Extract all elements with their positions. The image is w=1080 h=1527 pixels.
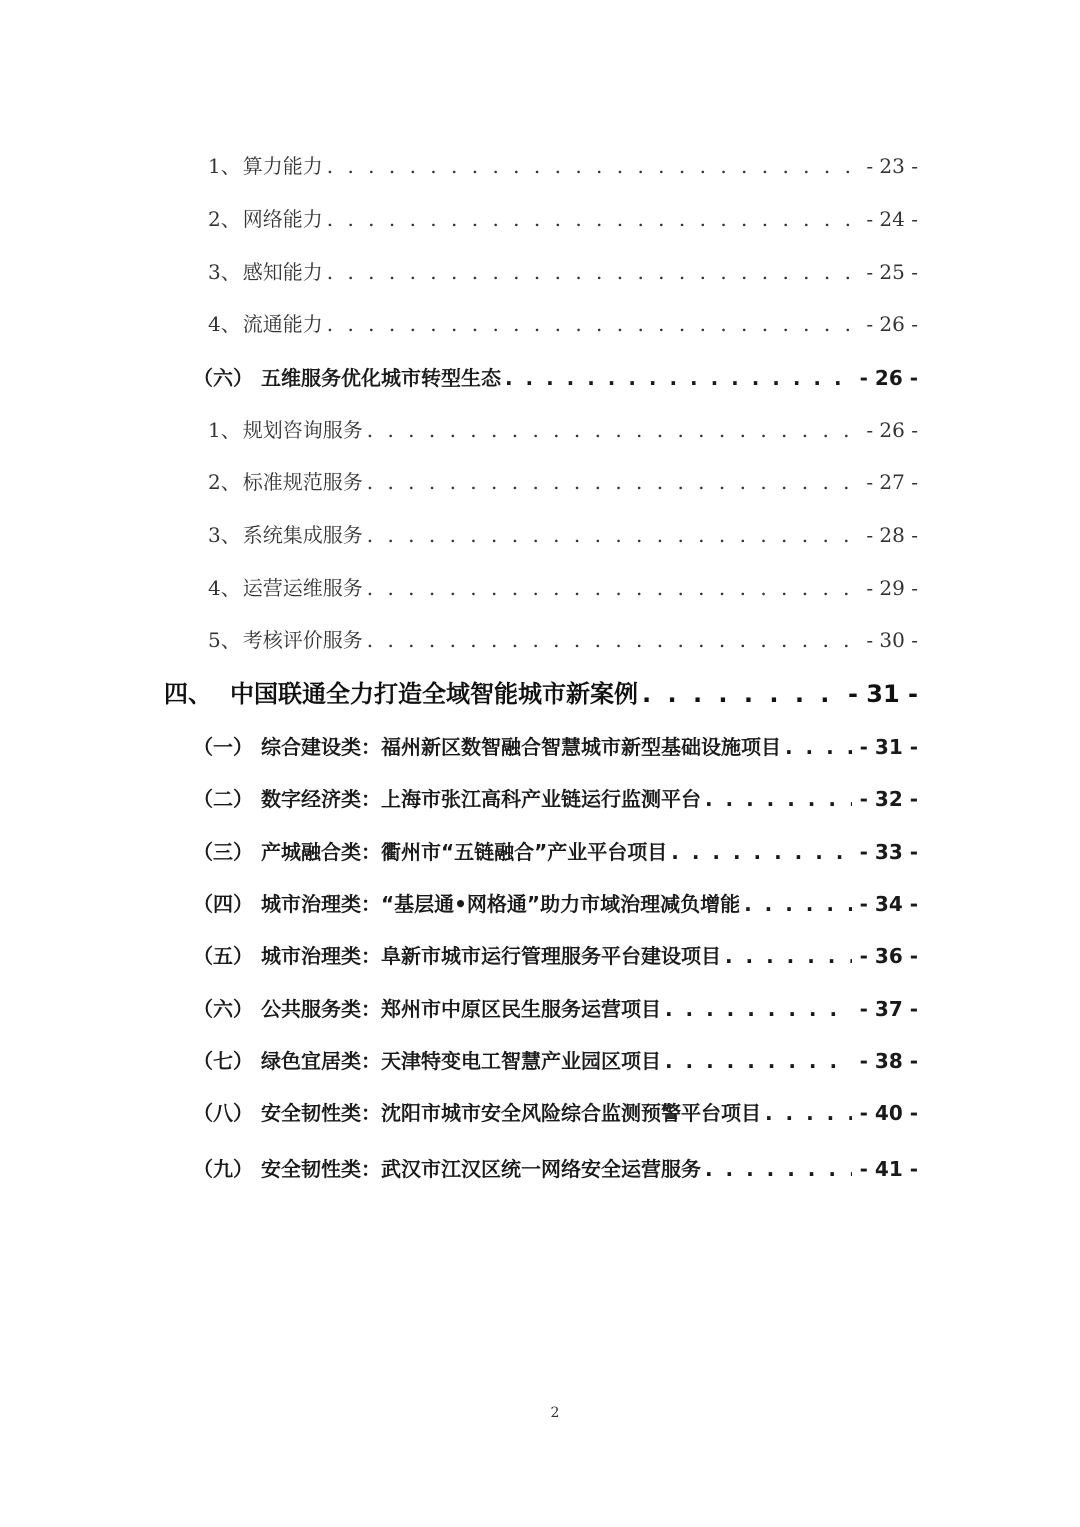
toc-entry-page: - 24 - [866, 207, 918, 231]
toc-entry-number: 4、 [208, 576, 241, 600]
toc-dot-leader [725, 944, 852, 968]
toc-entry-number: （八） [193, 1101, 253, 1125]
toc-entry-number: 1、 [208, 154, 241, 178]
toc-entry-page: - 30 - [866, 628, 918, 652]
toc-dot-leader [705, 1157, 852, 1181]
toc-dot-leader [705, 787, 852, 811]
toc-case-five[interactable] [193, 940, 918, 969]
toc-dot-leader [367, 470, 859, 494]
toc-dot-leader [327, 312, 859, 336]
toc-entry-title: 感知能力 [242, 260, 323, 284]
toc-dot-leader [327, 260, 859, 284]
toc-entry-number: （六） [193, 366, 253, 390]
toc-dot-leader [744, 892, 852, 916]
toc-entry-number: （三） [193, 840, 253, 864]
toc-entry-page: - 25 - [866, 260, 918, 284]
toc-dot-leader [785, 735, 852, 759]
toc-dot-leader [665, 997, 852, 1021]
toc-entry-evaluation[interactable] [208, 624, 918, 653]
toc-dot-leader [327, 207, 859, 231]
toc-entry-number: 3、 [208, 260, 241, 284]
toc-entry-page: - 27 - [866, 470, 918, 494]
toc-entry-number: （五） [193, 944, 253, 968]
toc-entry-page: - 26 - [866, 312, 918, 336]
toc-dot-leader [765, 1101, 852, 1125]
toc-dot-leader [642, 680, 840, 708]
toc-case-one[interactable] [193, 731, 918, 760]
toc-entry-page: - 38 - [859, 1049, 918, 1073]
toc-dot-leader [327, 154, 859, 178]
toc-entry-title: 五维服务优化城市转型生态 [261, 366, 501, 390]
toc-entry-title: 城市治理类：“基层通•网格通”助力市域治理减负增能 [261, 892, 741, 916]
toc-entry-title: 中国联通全力打造全域智能城市新案例 [230, 680, 638, 708]
toc-entry-network-capability[interactable] [208, 203, 918, 232]
toc-entry-page: - 31 - [847, 680, 918, 708]
toc-entry-page: - 29 - [866, 576, 918, 600]
toc-entry-number: （七） [193, 1049, 253, 1073]
toc-entry-number: （四） [193, 892, 253, 916]
toc-dot-leader [367, 576, 859, 600]
toc-entry-page: - 37 - [859, 997, 918, 1021]
toc-entry-standards[interactable] [208, 466, 918, 495]
toc-entry-page: - 28 - [866, 523, 918, 547]
toc-entry-title: 运营运维服务 [242, 576, 363, 600]
toc-entry-page: - 40 - [859, 1101, 918, 1125]
toc-entry-number: 2、 [208, 207, 241, 231]
page-number: 2 [550, 1405, 560, 1421]
toc-entry-title: 数字经济类：上海市张江高科产业链运行监测平台 [261, 787, 701, 811]
toc-entry-page: - 33 - [859, 840, 918, 864]
toc-entry-page: - 41 - [859, 1157, 918, 1181]
toc-dot-leader [671, 840, 851, 864]
toc-entry-planning-consulting[interactable] [208, 414, 918, 443]
toc-case-nine[interactable] [193, 1153, 918, 1182]
toc-entry-compute-capability[interactable] [208, 150, 918, 179]
toc-entry-number: 四、 [164, 680, 212, 708]
toc-section-six-services[interactable] [193, 362, 918, 391]
toc-entry-page: - 32 - [859, 787, 918, 811]
toc-entry-title: 流通能力 [242, 312, 323, 336]
toc-dot-leader [367, 523, 859, 547]
toc-entry-number: 1、 [208, 418, 241, 442]
toc-entry-title: 城市治理类：阜新市城市运行管理服务平台建设项目 [261, 944, 721, 968]
toc-entry-circulation-capability[interactable] [208, 308, 918, 337]
toc-entry-system-integration[interactable] [208, 519, 918, 548]
toc-entry-perception-capability[interactable] [208, 256, 918, 285]
toc-case-six[interactable] [193, 993, 918, 1022]
toc-entry-number: 2、 [208, 470, 241, 494]
toc-entry-number: （九） [193, 1157, 253, 1181]
toc-case-eight[interactable] [193, 1097, 918, 1126]
toc-entry-number: （二） [193, 787, 253, 811]
toc-entry-title: 公共服务类：郑州市中原区民生服务运营项目 [261, 997, 661, 1021]
toc-dot-leader [367, 418, 859, 442]
toc-entry-page: - 23 - [866, 154, 918, 178]
toc-entry-page: - 34 - [859, 892, 918, 916]
toc-entry-title: 安全韧性类：武汉市江汉区统一网络安全运营服务 [261, 1157, 701, 1181]
toc-entry-page: - 26 - [859, 366, 918, 390]
toc-entry-title: 产城融合类：衢州市“五链融合”产业平台项目 [261, 840, 668, 864]
toc-entry-title: 标准规范服务 [242, 470, 363, 494]
toc-entry-number: 4、 [208, 312, 241, 336]
toc-dot-leader [367, 628, 859, 652]
toc-entry-title: 系统集成服务 [242, 523, 363, 547]
toc-case-seven[interactable] [193, 1045, 918, 1074]
toc-dot-leader [665, 1049, 852, 1073]
toc-entry-title: 绿色宜居类：天津特变电工智慧产业园区项目 [261, 1049, 661, 1073]
toc-case-two[interactable] [193, 783, 918, 812]
toc-entry-page: - 31 - [859, 735, 918, 759]
toc-entry-title: 安全韧性类：沈阳市城市安全风险综合监测预警平台项目 [261, 1101, 761, 1125]
toc-entry-number: （六） [193, 997, 253, 1021]
toc-entry-title: 考核评价服务 [242, 628, 363, 652]
toc-entry-page: - 36 - [859, 944, 918, 968]
toc-entry-title: 综合建设类：福州新区数智融合智慧城市新型基础设施项目 [261, 735, 781, 759]
toc-entry-operations[interactable] [208, 572, 918, 601]
toc-case-four[interactable] [193, 888, 918, 917]
toc-entry-number: 3、 [208, 523, 241, 547]
toc-entry-title: 规划咨询服务 [242, 418, 363, 442]
toc-entry-number: 5、 [208, 628, 241, 652]
toc-dot-leader [505, 366, 852, 390]
toc-entry-page: - 26 - [866, 418, 918, 442]
toc-chapter-four[interactable] [164, 674, 918, 709]
toc-case-three[interactable] [193, 836, 918, 865]
toc-entry-number: （一） [193, 735, 253, 759]
toc-entry-title: 网络能力 [242, 207, 323, 231]
toc-entry-title: 算力能力 [242, 154, 323, 178]
